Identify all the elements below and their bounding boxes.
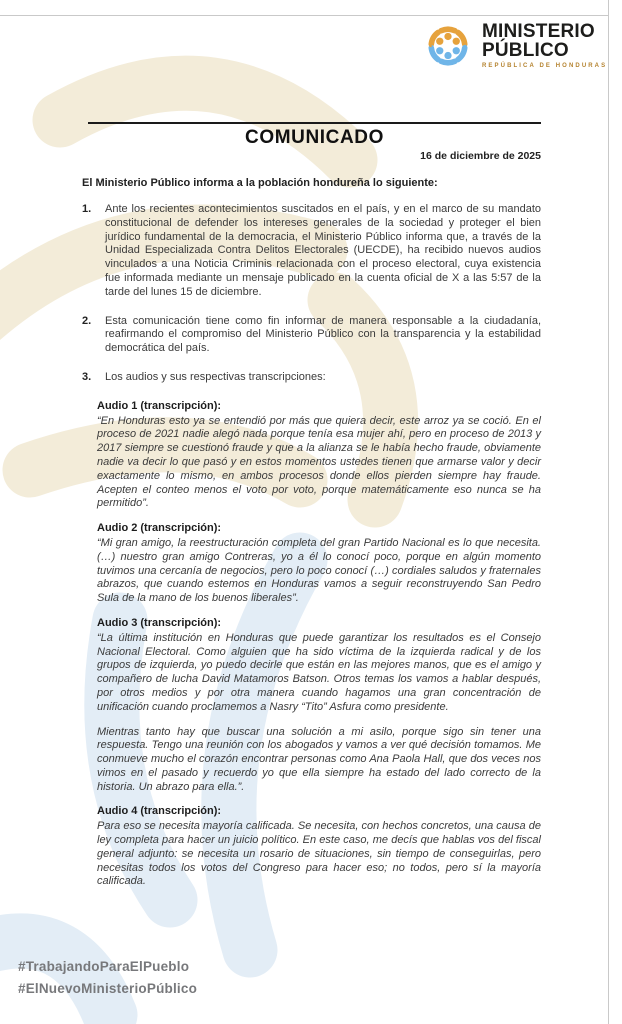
logo-wordmark [482, 20, 608, 70]
item-number: 1. [82, 203, 92, 215]
audio-paragraph: Mientras tanto hay que buscar una solución a mi asilo, porque sigo sin tener una respuesta. Tengo una reunión con los abogados y vamos a ver qué decisión tomamos. Me conmueve mucho el corazón encontrar personas como Ana Paola Hall, que dos veces nos vimos en el pasado y recuerdo yo que ella siempre ha estado del lado correcto de la historia. Un abrazo para ella.”. [97, 725, 541, 793]
audio-section-4 [97, 805, 541, 889]
header-rule [88, 122, 541, 124]
audio-section-1 [97, 400, 541, 511]
audio-section-3 [97, 617, 541, 795]
item-text: Ante los recientes acontecimientos suscitados en el país, y en el marco de su mandato constitucional de defender los intereses generales de la sociedad y proteger el bien jurídico fundamental de la democracia, el Ministerio Público informa que, a través de la Unidad Especializada Contra Delitos Electorales (UECDE), ha recibido nuevos audios vinculados a una Noticia Criminis relacionada con el proceso electoral, cuya existencia fue informada mediante un mensaje publicado en la cuenta oficial de X a las 5:57 de la tarde del lunes 15 de diciembre. [105, 203, 541, 298]
page-top-border [0, 15, 608, 16]
logo [420, 16, 607, 76]
footer-hashtags [18, 956, 197, 999]
audio-heading: Audio 1 (transcripción): [97, 399, 222, 412]
item-number: 3. [82, 370, 92, 383]
audio-section-2 [97, 522, 541, 606]
audio-paragraph: “En Honduras esto ya se entendió por más que quiera decir, este arroz ya se coció. En el proceso de 2021 nadie alegó nada porque tenía esa mujer ahí, pero en proceso de 2013 y 2017 siempre se cuestionó fraude y que a la alianza se le había hecho fraude, obviamente nadie va decir lo que pasó y en estos momentos ustedes tienen que armarse valor y decir exactamente lo mismo, en ambos procesos donde ellos pierden siempre hay fraude. Acepten el conteo menos el voto por voto, porque matemáticamente eso nunca se ha permitido”. [97, 414, 541, 510]
logo-title-line2: PÚBLICO [482, 39, 569, 61]
audio-heading: Audio 2 (transcripción): [97, 522, 222, 535]
item-text: Los audios y sus respectivas transcripciones: [105, 370, 326, 383]
audio-heading: Audio 3 (transcripción): [97, 616, 222, 629]
item-text: Esta comunicación tiene como fin informar de manera responsable a la ciudadanía, reafirmando el compromiso del Ministerio Público con la transparencia y la estabilidad democrática del país. [105, 314, 541, 355]
page-right-border [608, 0, 609, 1024]
logo-subtitle: REPÚBLICA DE HONDURAS [482, 63, 608, 70]
list-item [82, 203, 541, 300]
audio-paragraph: “La última institución en Honduras que puede garantizar los resultados es el Consejo Nacional Electoral. Como alguien que ha sido víctima de la izquierda radical y de los grupos de izquierda, yo puedo decirle que están en las mejores manos, que es el amigo y compañero de lucha David Matamoros Batson. Otros temas los vamos a hablar después, por otros medios y por otra manera cuando hagamos una gran concentración de unificación cuando proclamemos a Nasry “Tito” Asfura como presidente. [97, 631, 541, 713]
list-item [82, 371, 541, 385]
document-body [82, 203, 541, 900]
hashtag-line-2: #ElNuevoMinisterioPúblico [18, 980, 198, 996]
intro-line: El Ministerio Público informa a la población hondureña lo siguiente: [82, 177, 438, 189]
logo-title-line1: MINISTERIO [482, 20, 595, 42]
hashtag-line-1: #TrabajandoParaElPueblo [18, 959, 190, 974]
ministerio-publico-logo-icon [420, 16, 476, 76]
list-item [82, 315, 541, 356]
document-date: 16 de diciembre de 2025 [420, 150, 541, 162]
item-number: 2. [82, 314, 92, 327]
audio-heading: Audio 4 (transcripción): [97, 805, 222, 818]
audio-paragraph: Para eso se necesita mayoría calificada. Se necesita, con hechos concretos, una causa de ley completa para hacer un juicio político. En este caso, me decís que hablas vos del fiscal general adjunto: se necesita un rosario de situaciones, sin tiempo de conseguirlas, pero necesitas todos los votos del Congreso para hacer eso; no todos, pero sí la mayoría calificada. [97, 820, 541, 888]
audio-paragraph: “Mi gran amigo, la reestructuración completa del gran Partido Nacional es lo que necesita. (…) nuestro gran amigo Contreras, yo a él lo conocí poco, porque en algún momento tuvimos una cercanía de negocios, pero lo poco conocí (…) cordiales saludos y fraternales abrazos, que cuando estemos en Honduras vamos a seguir reconstruyendo San Pedro Sula de la mano de los buenos liberales”. [97, 536, 541, 605]
page-title: COMUNICADO [245, 127, 384, 148]
